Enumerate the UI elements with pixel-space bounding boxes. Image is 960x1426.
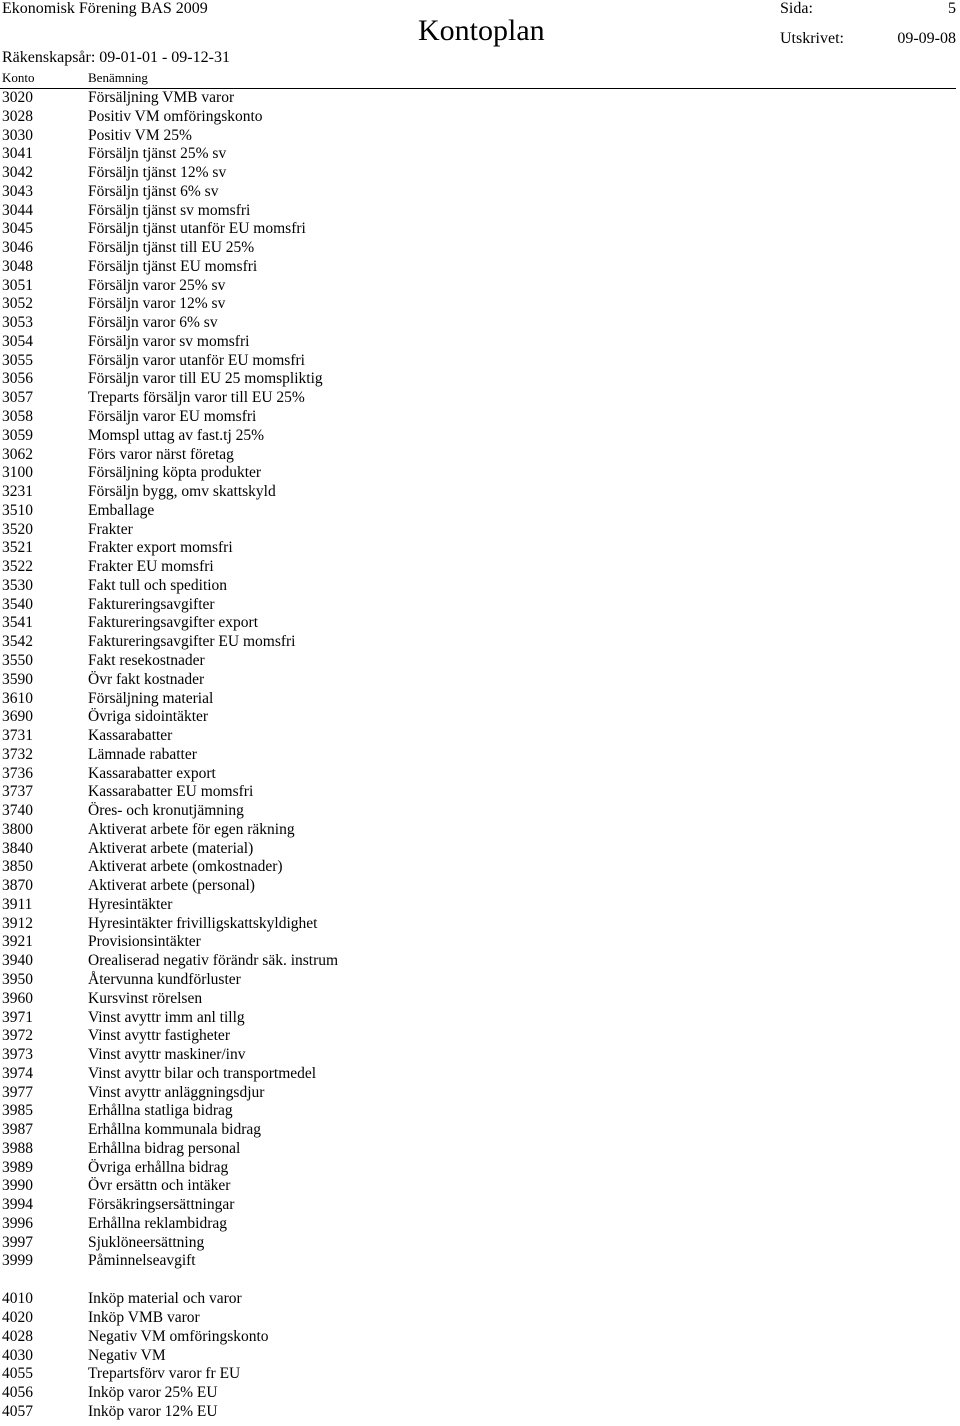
- account-name: Hyresintäkter frivilligskattskyldighet: [88, 914, 318, 932]
- account-number: 3800: [2, 820, 33, 838]
- account-name: Sjuklöneersättning: [88, 1233, 205, 1251]
- account-number: 3048: [2, 257, 33, 275]
- account-name: Inköp VMB varor: [88, 1309, 200, 1326]
- account-row: [0, 314, 956, 333]
- column-header-benamning: Benämning: [88, 70, 148, 85]
- account-row: [0, 1009, 956, 1028]
- account-name: Försäljn varor 12% sv: [88, 295, 226, 313]
- account-name: Negativ VM: [88, 1346, 166, 1364]
- account-number: 3940: [2, 952, 33, 970]
- account-name: Övr ersättn och intäker: [88, 1177, 231, 1195]
- account-number: 3100: [2, 464, 33, 482]
- account-row: [0, 239, 956, 258]
- account-row: [0, 89, 956, 108]
- account-row: [0, 483, 956, 502]
- account-name: Momspl uttag av fast.tj 25%: [88, 426, 265, 444]
- account-number: 3990: [2, 1177, 33, 1195]
- account-name: Förs varor närst företag: [88, 445, 234, 463]
- account-name: Försäljning köpta produkter: [88, 464, 262, 482]
- account-row: [0, 1177, 956, 1196]
- account-number: 3550: [2, 651, 33, 669]
- company-name: Ekonomisk Förening BAS 2009: [2, 0, 208, 17]
- account-name: Vinst avyttr fastigheter: [88, 1027, 230, 1045]
- account-name: Provisionsintäkter: [88, 933, 201, 951]
- account-number: 3850: [2, 858, 33, 876]
- account-name: Orealiserad negativ förändr säk. instrum: [88, 952, 339, 970]
- account-row: [0, 1196, 956, 1215]
- account-number: 3840: [2, 839, 33, 857]
- account-name: Försäljn varor utanför EU momsfri: [88, 351, 305, 369]
- account-row: [0, 1384, 956, 1403]
- account-row: [0, 1290, 956, 1309]
- account-row: [0, 539, 956, 558]
- account-number: 3046: [2, 239, 33, 257]
- account-row: [0, 1121, 956, 1140]
- account-row: [0, 145, 956, 164]
- account-name: Försäljn varor sv momsfri: [88, 332, 250, 350]
- account-row: [0, 652, 956, 671]
- account-name: Positiv VM omföringskonto: [88, 107, 263, 125]
- account-number: 3028: [2, 107, 33, 125]
- account-number: 3960: [2, 989, 33, 1007]
- account-number: 3052: [2, 295, 33, 313]
- account-row: [0, 933, 956, 952]
- account-name: Frakter export momsfri: [88, 539, 233, 557]
- account-row: [0, 708, 956, 727]
- account-number: 3740: [2, 802, 33, 820]
- page-title: Kontoplan: [418, 14, 545, 47]
- account-row: [0, 202, 956, 221]
- account-row: [0, 915, 956, 934]
- account-name: Faktureringsavgifter export: [88, 614, 259, 632]
- account-name: Försäljn tjänst EU momsfri: [88, 257, 258, 275]
- account-number: 3030: [2, 126, 33, 144]
- account-name: Övriga sidointäkter: [88, 708, 209, 726]
- account-name: Kassarabatter export: [88, 764, 216, 782]
- account-number: 3056: [2, 370, 33, 388]
- account-name: Positiv VM 25%: [88, 126, 192, 144]
- account-name: Fakt resekostnader: [88, 651, 205, 669]
- account-row: [0, 990, 956, 1009]
- account-name: Faktureringsavgifter EU momsfri: [88, 633, 296, 651]
- account-name: Försäljn varor EU momsfri: [88, 408, 257, 426]
- account-row: [0, 446, 956, 465]
- account-number: 3971: [2, 1008, 33, 1026]
- account-name: Hyresintäkter: [88, 895, 173, 913]
- account-number: 3044: [2, 201, 33, 219]
- account-row: [0, 1328, 956, 1347]
- account-name: Försäljn varor 25% sv: [88, 276, 226, 294]
- account-number: 4056: [2, 1384, 33, 1402]
- account-name: Aktiverat arbete för egen räkning: [88, 820, 295, 838]
- account-name: Försäljn tjänst sv momsfri: [88, 201, 251, 219]
- account-row: [0, 333, 956, 352]
- account-row: [0, 220, 956, 239]
- account-row: [0, 370, 956, 389]
- account-number: 4010: [2, 1290, 33, 1308]
- account-name: Lämnade rabatter: [88, 745, 197, 763]
- account-number: 3059: [2, 426, 33, 444]
- account-row: [0, 1140, 956, 1159]
- account-number: 3055: [2, 351, 33, 369]
- account-row: [0, 1252, 956, 1271]
- account-number: 4057: [2, 1402, 33, 1420]
- account-number: 3042: [2, 164, 33, 182]
- account-name: Inköp material och varor: [88, 1290, 242, 1308]
- account-row: [0, 521, 956, 540]
- account-row: [0, 1102, 956, 1121]
- account-name: Kursvinst rörelsen: [88, 989, 203, 1007]
- account-name: Negativ VM omföringskonto: [88, 1327, 269, 1345]
- account-number: 3731: [2, 727, 33, 745]
- account-number: 3690: [2, 708, 33, 726]
- account-number: 4020: [2, 1309, 33, 1326]
- account-name: Aktiverat arbete (personal): [88, 877, 255, 895]
- fiscal-year: Räkenskapsår: 09-01-01 - 09-12-31: [2, 49, 230, 66]
- account-row: [0, 108, 956, 127]
- account-number: 3231: [2, 483, 33, 501]
- column-header-konto: Konto: [2, 70, 35, 85]
- account-number: 3972: [2, 1027, 33, 1045]
- account-number: 3062: [2, 445, 33, 463]
- account-name: Försäljn tjänst till EU 25%: [88, 239, 255, 257]
- account-number: 3521: [2, 539, 33, 557]
- account-name: Övr fakt kostnader: [88, 670, 205, 688]
- account-name: Försäljning material: [88, 689, 214, 707]
- account-row: [0, 183, 956, 202]
- account-number: 3997: [2, 1233, 33, 1251]
- account-number: 3522: [2, 558, 33, 576]
- account-row: [0, 427, 956, 446]
- account-number: 3732: [2, 745, 33, 763]
- account-row: [0, 408, 956, 427]
- account-row: [0, 877, 956, 896]
- account-row: [0, 164, 956, 183]
- account-row: [0, 558, 956, 577]
- account-name: Erhållna statliga bidrag: [88, 1102, 233, 1120]
- account-name: Frakter EU momsfri: [88, 558, 214, 576]
- account-row: [0, 1347, 956, 1366]
- account-number: 3736: [2, 764, 33, 782]
- account-row: [0, 127, 956, 146]
- account-row: [0, 727, 956, 746]
- account-row: [0, 352, 956, 371]
- account-number: 3051: [2, 276, 33, 294]
- account-number: 3540: [2, 595, 33, 613]
- account-row: [0, 389, 956, 408]
- account-name: Påminnelseavgift: [88, 1252, 196, 1270]
- account-name: Vinst avyttr imm anl tillg: [88, 1008, 245, 1026]
- account-number: 3541: [2, 614, 33, 632]
- account-name: Treparts försäljn varor till EU 25%: [88, 389, 305, 407]
- account-number: 3542: [2, 633, 33, 651]
- account-number: 3510: [2, 501, 33, 519]
- account-row: [0, 952, 956, 971]
- account-name: Erhållna kommunala bidrag: [88, 1121, 262, 1139]
- account-number: 3973: [2, 1046, 33, 1064]
- account-name: Kassarabatter EU momsfri: [88, 783, 254, 801]
- account-name: Fakt tull och spedition: [88, 576, 228, 594]
- account-row: [0, 1403, 956, 1422]
- account-number: 3043: [2, 182, 33, 200]
- printed-date: 09-09-08: [897, 30, 956, 47]
- account-name: Försäljning VMB varor: [88, 89, 235, 106]
- account-row: [0, 840, 956, 859]
- account-number: 3870: [2, 877, 33, 895]
- account-row: [0, 821, 956, 840]
- group-spacer: [0, 1271, 956, 1290]
- account-row: [0, 295, 956, 314]
- account-name: Trepartsförv varor fr EU: [88, 1365, 241, 1383]
- account-row: [0, 277, 956, 296]
- account-row: [0, 783, 956, 802]
- account-number: 3987: [2, 1121, 33, 1139]
- account-row: [0, 1234, 956, 1253]
- account-row: [0, 577, 956, 596]
- account-number: 3999: [2, 1252, 33, 1270]
- account-row: [0, 1365, 956, 1384]
- account-row: [0, 1215, 956, 1234]
- account-name: Aktiverat arbete (material): [88, 839, 254, 857]
- account-number: 3994: [2, 1196, 33, 1214]
- account-row: [0, 690, 956, 709]
- account-row: [0, 765, 956, 784]
- account-number: 3058: [2, 408, 33, 426]
- account-name: Kassarabatter: [88, 727, 173, 745]
- account-name: Frakter: [88, 520, 133, 538]
- account-row: [0, 671, 956, 690]
- account-number: 3996: [2, 1214, 33, 1232]
- account-name: Försäljn tjänst 25% sv: [88, 145, 227, 163]
- account-row: [0, 1027, 956, 1046]
- account-number: 3912: [2, 914, 33, 932]
- account-name: Inköp varor 25% EU: [88, 1384, 218, 1402]
- account-name: Försäljn varor till EU 25 momspliktig: [88, 370, 323, 388]
- account-number: 3020: [2, 89, 33, 106]
- account-name: Försäljn bygg, omv skattskyld: [88, 483, 276, 501]
- printed-label: Utskrivet:: [780, 30, 844, 47]
- account-number: 3985: [2, 1102, 33, 1120]
- account-number: 3950: [2, 970, 33, 988]
- page-label: Sida:: [780, 0, 813, 17]
- account-row: [0, 258, 956, 277]
- account-number: 4055: [2, 1365, 33, 1383]
- account-name: Övriga erhållna bidrag: [88, 1158, 229, 1176]
- account-row: [0, 596, 956, 615]
- account-number: 3737: [2, 783, 33, 801]
- account-number: 3989: [2, 1158, 33, 1176]
- account-number: 3974: [2, 1064, 33, 1082]
- account-row: [0, 1084, 956, 1103]
- page-number: 5: [948, 0, 956, 17]
- account-name: Aktiverat arbete (omkostnader): [88, 858, 283, 876]
- account-name: Erhållna reklambidrag: [88, 1214, 228, 1232]
- account-number: 3977: [2, 1083, 33, 1101]
- account-number: 3057: [2, 389, 33, 407]
- account-name: Återvunna kundförluster: [88, 970, 241, 988]
- account-name: Försäljn varor 6% sv: [88, 314, 218, 332]
- account-number: 3520: [2, 520, 33, 538]
- account-name: Vinst avyttr maskiner/inv: [88, 1046, 246, 1064]
- account-name: Vinst avyttr anläggningsdjur: [88, 1083, 265, 1101]
- account-name: Försäljn tjänst 12% sv: [88, 164, 227, 182]
- account-number: 3921: [2, 933, 33, 951]
- account-row: [0, 502, 956, 521]
- account-list: [0, 89, 956, 1422]
- account-name: Erhållna bidrag personal: [88, 1139, 241, 1157]
- account-number: 3053: [2, 314, 33, 332]
- account-number: 3041: [2, 145, 33, 163]
- account-number: 3911: [2, 895, 33, 913]
- account-name: Vinst avyttr bilar och transportmedel: [88, 1064, 317, 1082]
- account-name: Försäkringsersättningar: [88, 1196, 235, 1214]
- account-number: 3610: [2, 689, 33, 707]
- account-name: Försäljn tjänst 6% sv: [88, 182, 219, 200]
- account-row: [0, 971, 956, 990]
- account-name: Faktureringsavgifter: [88, 595, 215, 613]
- account-number: 3054: [2, 332, 33, 350]
- account-name: Öres- och kronutjämning: [88, 802, 244, 820]
- account-number: 4028: [2, 1327, 33, 1345]
- account-name: Försäljn tjänst utanför EU momsfri: [88, 220, 306, 238]
- account-number: 4030: [2, 1346, 33, 1364]
- account-row: [0, 1046, 956, 1065]
- account-number: 3988: [2, 1139, 33, 1157]
- account-row: [0, 1309, 956, 1328]
- account-row: [0, 1065, 956, 1084]
- account-row: [0, 802, 956, 821]
- account-row: [0, 858, 956, 877]
- account-row: [0, 464, 956, 483]
- account-row: [0, 746, 956, 765]
- account-row: [0, 1159, 956, 1178]
- account-number: 3045: [2, 220, 33, 238]
- account-row: [0, 896, 956, 915]
- account-row: [0, 614, 956, 633]
- account-name: Inköp varor 12% EU: [88, 1402, 218, 1420]
- account-number: 3590: [2, 670, 33, 688]
- account-number: 3530: [2, 576, 33, 594]
- account-row: [0, 633, 956, 652]
- account-name: Emballage: [88, 501, 155, 519]
